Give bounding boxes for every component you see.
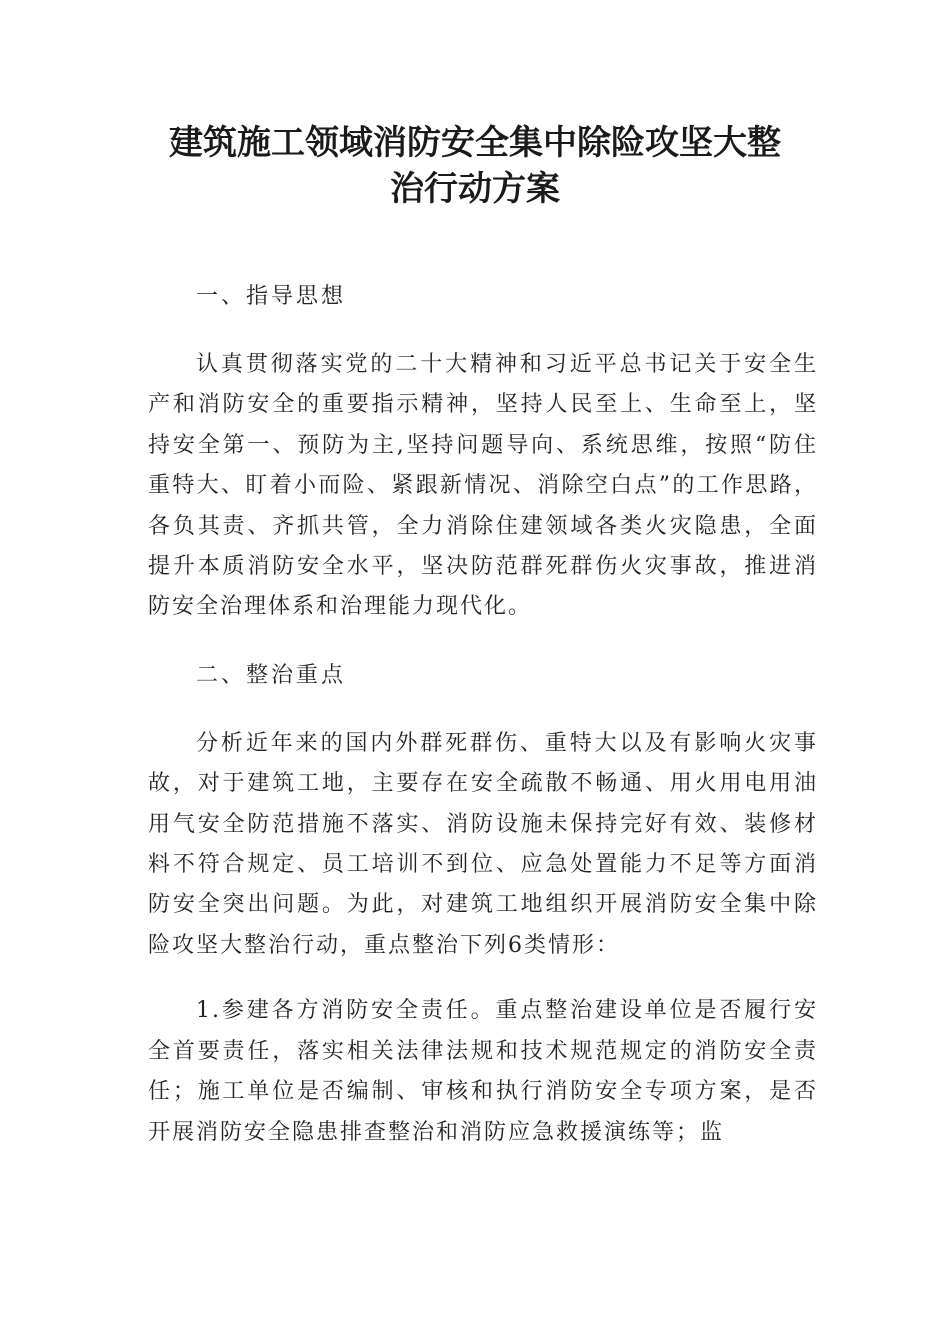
document-title <box>100 120 850 212</box>
title-line-1: 建筑施工领域消防安全集中除险攻坚大整 <box>169 123 781 163</box>
title-line-2: 治行动方案 <box>390 169 560 209</box>
section-heading-guiding-ideology: 一、指导思想 <box>196 284 347 309</box>
document-body <box>148 274 818 1178</box>
paragraph-rectification-analysis: 分析近年来的国内外群死群伤、重特大以及有影响火灾事故，对于建筑工地，主要存在安全疏散不畅通、用火用电用油用气安全防范措施不落实、消防设施未保持完好有效、装修材料不符合规定、员工培训不到位、应急处置能力不足等方面消防安全突出问题。为此，对建筑工地组织开展消防安全集中除险攻坚大整治行动，重点整治下列6类情形： <box>148 730 818 958</box>
paragraph-guiding-ideology: 认真贯彻落实党的二十大精神和习近平总书记关于安全生产和消防安全的重要指示精神，坚持人民至上、生命至上，坚持安全第一、预防为主,坚持问题导向、系统思维，按照“防住重特大、盯着小而险、紧跟新情况、消除空白点”的工作思路，各负其责、齐抓共管，全力消除住建领域各类火灾隐患，全面提升本质消防安全水平，坚决防范群死群伤火灾事故，推进消防安全治理体系和治理能力现代化。 <box>148 352 818 620</box>
paragraph-item-1: 1.参建各方消防安全责任。重点整治建设单位是否履行安全首要责任，落实相关法律法规和技术规范规定的消防安全责任；施工单位是否编制、审核和执行消防安全专项方案，是否开展消防安全隐患排查整治和消防应急救援演练等；监 <box>148 998 818 1145</box>
section-heading-rectification-focus: 二、整治重点 <box>196 662 347 688</box>
